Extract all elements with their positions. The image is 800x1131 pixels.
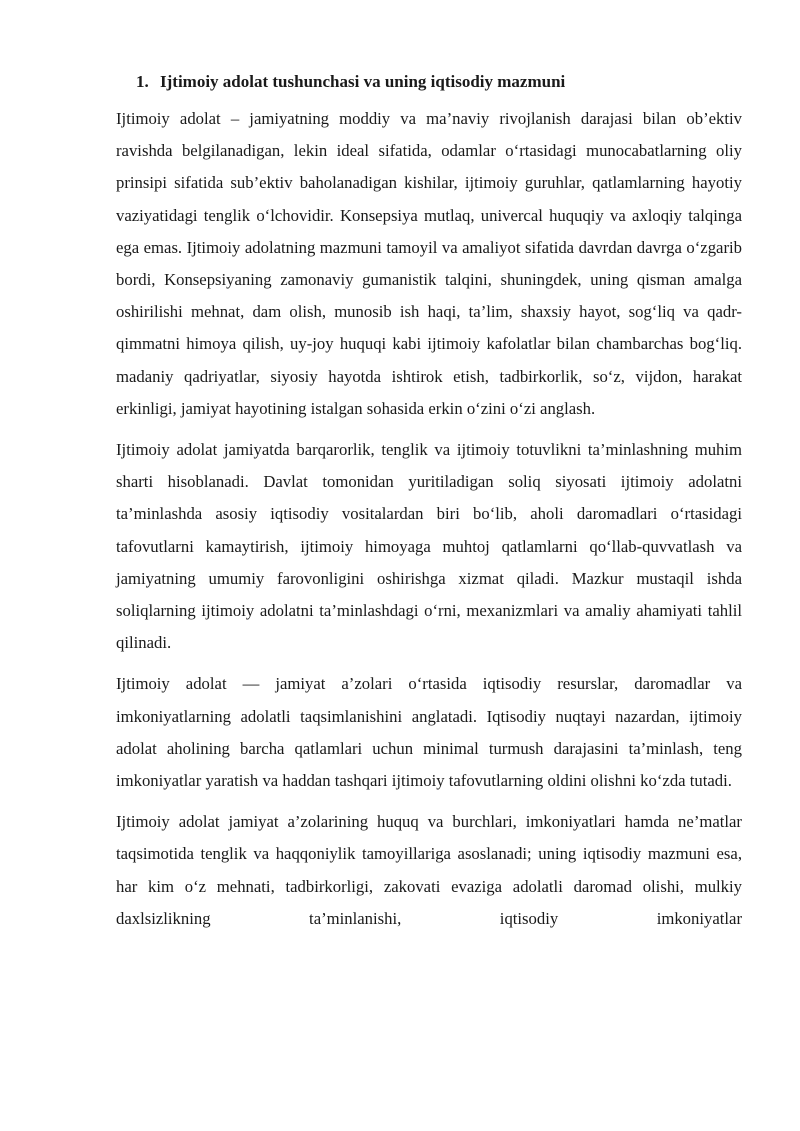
paragraph-2: Ijtimoiy adolat jamiyatda barqarorlik, tenglik va ijtimoiy totuvlikni ta’minlashning muhim sharti hisoblanadi. Davlat tomonidan yuritiladigan soliq siyosati ijtimoiy adolatni ta’minlashda asosiy iqtisodiy vositalardan biri bo‘lib, aholi daromadlari o‘rtasidagi tafovutlarni kamaytirish, ijtimoiy himoyaga muhtoj qatlamlarni qo‘llab-quvvatlash va jamiyatning umumiy farovonligini oshirishga xizmat qiladi. Mazkur mustaqil ishda soliqlarning ijtimoiy adolatni ta’minlashdagi o‘rni, mexanizmlari va amaliy ahamiyati tahlil qilinadi. <box>116 440 742 653</box>
section-heading <box>136 70 742 94</box>
paragraph-3: Ijtimoiy adolat — jamiyat a’zolari o‘rtasida iqtisodiy resurslar, daromadlar va imkoniyatlarning adolatli taqsimlanishini anglatadi. Iqtisodiy nuqtayi nazardan, ijtimoiy adolat aholining barcha qatlamlari uchun minimal turmush darajasini ta’minlash, teng imkoniyatlar yaratish va haddan tashqari ijtimoiy tafovutlarning oldini olishni ko‘zda tutadi. <box>116 674 742 791</box>
paragraph-1: Ijtimoiy adolat – jamiyatning moddiy va ma’naviy rivojlanish darajasi bilan ob’ektiv ravishda belgilanadigan, lekin ideal sifatida, odamlar o‘rtasidagi munocabatlarning oliy prinsipi sifatida sub’ektiv baholanadigan kishilar, ijtimoiy guruhlar, qatlamlarning hayotiy vaziyatidagi tenglik o‘lchovidir. Konsepsiya mutlaq, univercal huquqiy va axloqiy talqinga ega emas. Ijtimoiy adolatning mazmuni tamoyil va amaliyot sifatida davrdan davrga o‘zgarib bordi, Konsepsiyaning zamonaviy gumanistik talqini, shuningdek, uning qisman amalga oshirilishi mehnat, dam olish, munosib ish haqi, ta’lim, shaxsiy hayot, sog‘liq va qadr-qimmatni himoya qilish, uy-joy huquqi kabi ijtimoiy kafolatlar bilan chambarchas bog‘liq. madaniy qadriyatlar, siyosiy hayotda ishtirok etish, tadbirkorlik, so‘z, vijdon, harakat erkinligi, jamiyat hayotining istalgan sohasida erkin o‘zini o‘zi anglash. <box>116 109 742 418</box>
paragraph-4: Ijtimoiy adolat jamiyat a’zolarining huquq va burchlari, imkoniyatlari hamda ne’matlar taqsimotida tenglik va haqqoniylik tamoyillariga asoslanadi; uning iqtisodiy mazmuni esa, har kim o‘z mehnati, tadbirkorligi, zakovati evaziga adolatli daromad olishi, mulkiy daxlsizlikning ta’minlanishi, iqtisodiy imkoniyatlar <box>116 812 742 928</box>
section-title: Ijtimoiy adolat tushunchasi va uning iqtisodiy mazmuni <box>160 72 566 91</box>
section-number: 1. <box>136 72 149 91</box>
document-page <box>116 70 742 944</box>
